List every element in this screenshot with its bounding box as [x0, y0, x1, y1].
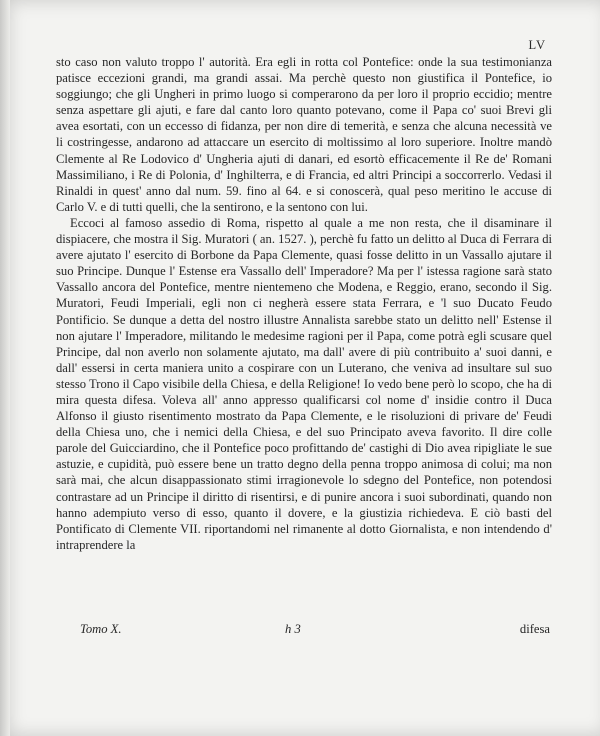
signature-mark: h 3	[285, 622, 301, 636]
paragraph-2: Eccoci al famoso assedio di Roma, rispetto al quale a me non resta, che il disaminare il dispiacere, che mostra il Sig. Muratori ( an. 1527. ), perchè fu fatto un delitto al Duca di Ferrara di avere ajutato l' esercito di Borbone da Papa Clemente, quasi fosse delitto in un Vassallo ajutare il suo Principe. Dunque l' Estense era Vassallo dell' Imperadore? Ma per l' istessa ragione sarà stato Vassallo ancora del Pontefice, mentre nientemeno che Modena, e Reggio, erano, secondo il Sig. Muratori, Feudi Imperiali, egli non ci negherà essere stata Ferrara, e 'l suo Ducato Feudo Pontificio. Se dunque a detta del nostro illustre Annalista sarebbe stato un delitto nell' Estense il non ajutare l' Imperadore, militando le medesime ragioni per il Papa, come potrà egli scusare quel Principe, dal non averlo non solamente ajutato, ma dall' avere di più contribuito a' suoi danni, e dall' essersi in certa maniera unito a cospirare con un Luterano, che veniva ad insultare sul suo stesso Trono il Capo visibile della Chiesa, e della Religione! Io vedo bene però lo scopo, che ha di mira questa difesa. Voleva all' anno appresso qualificarsi col nome d' insidie contro il Duca Alfonso il giusto risentimento mostrato da Papa Clemente, e le risoluzioni di privare de' Feudi della Chiesa uno, che i nemici della Chiesa, e del suo Principato aveva favorito. Il dire colle parole del Guicciardino, che il Pontefice poco profittando de' castighi di Dio avea ripigliate le sue astuzie, e cupidità, può essere bene un tratto degno della penna troppo animosa di colui; ma non sarà mai, che alcun disappassionato stimi irragionevole lo sdegno del Pontefice, non potendosi contrastare ad un Principe il diritto di risentirsi, e di punire ancora i suoi subordinati, quando non hanno adempiuto verso di esso, quanto il dovere, e la giustizia richiedeva. E ciò basti del Pontificato di Clemente VII. riportandomi nel rimanente al dotto Giornalista, e non intendendo d' intraprendere la	[56, 215, 552, 552]
volume-label: Tomo X.	[80, 622, 122, 636]
body-text	[56, 54, 552, 553]
catchword: difesa	[519, 622, 550, 636]
page-edge-shadow	[0, 0, 10, 736]
paragraph-1: sto caso non valuto troppo l' autorità. Era egli in rotta col Pontefice: onde la sua testimonianza patisce eccezioni grandi, ma grandi assai. Ma perchè questo non giustifica il Pontefice, io soggiungo; che gli Ungheri in primo luogo si comperarono da per loro il proprio eccidio; mentre senza aspettare gli ajuti, e fare dal canto loro quanto potevano, come il Papa co' suoi Brevi gli avea esortati, con un eccesso di fidanza, per non dire di temerità, e senza che alcuna necessità ve li costringesse, andarono ad attaccare un esercito di moltissimo al loro superiore. Inoltre mandò Clemente al Re Lodovico d' Ungheria ajuti di danari, ed esortò efficacemente il Re de' Romani Massimiliano, i Re di Polonia, d' Inghilterra, e di Francia, ed altri Principi a soccorrerlo. Vedasi il Rinaldi in quest' anno dal num. 59. fino al 64. e si conoscerà, qual peso meritino le accuse di Carlo V. e di tutti quelli, che la sentirono, e la sentono con lui.	[56, 55, 552, 214]
page-footer	[80, 622, 550, 640]
page-number: LV	[528, 38, 546, 52]
